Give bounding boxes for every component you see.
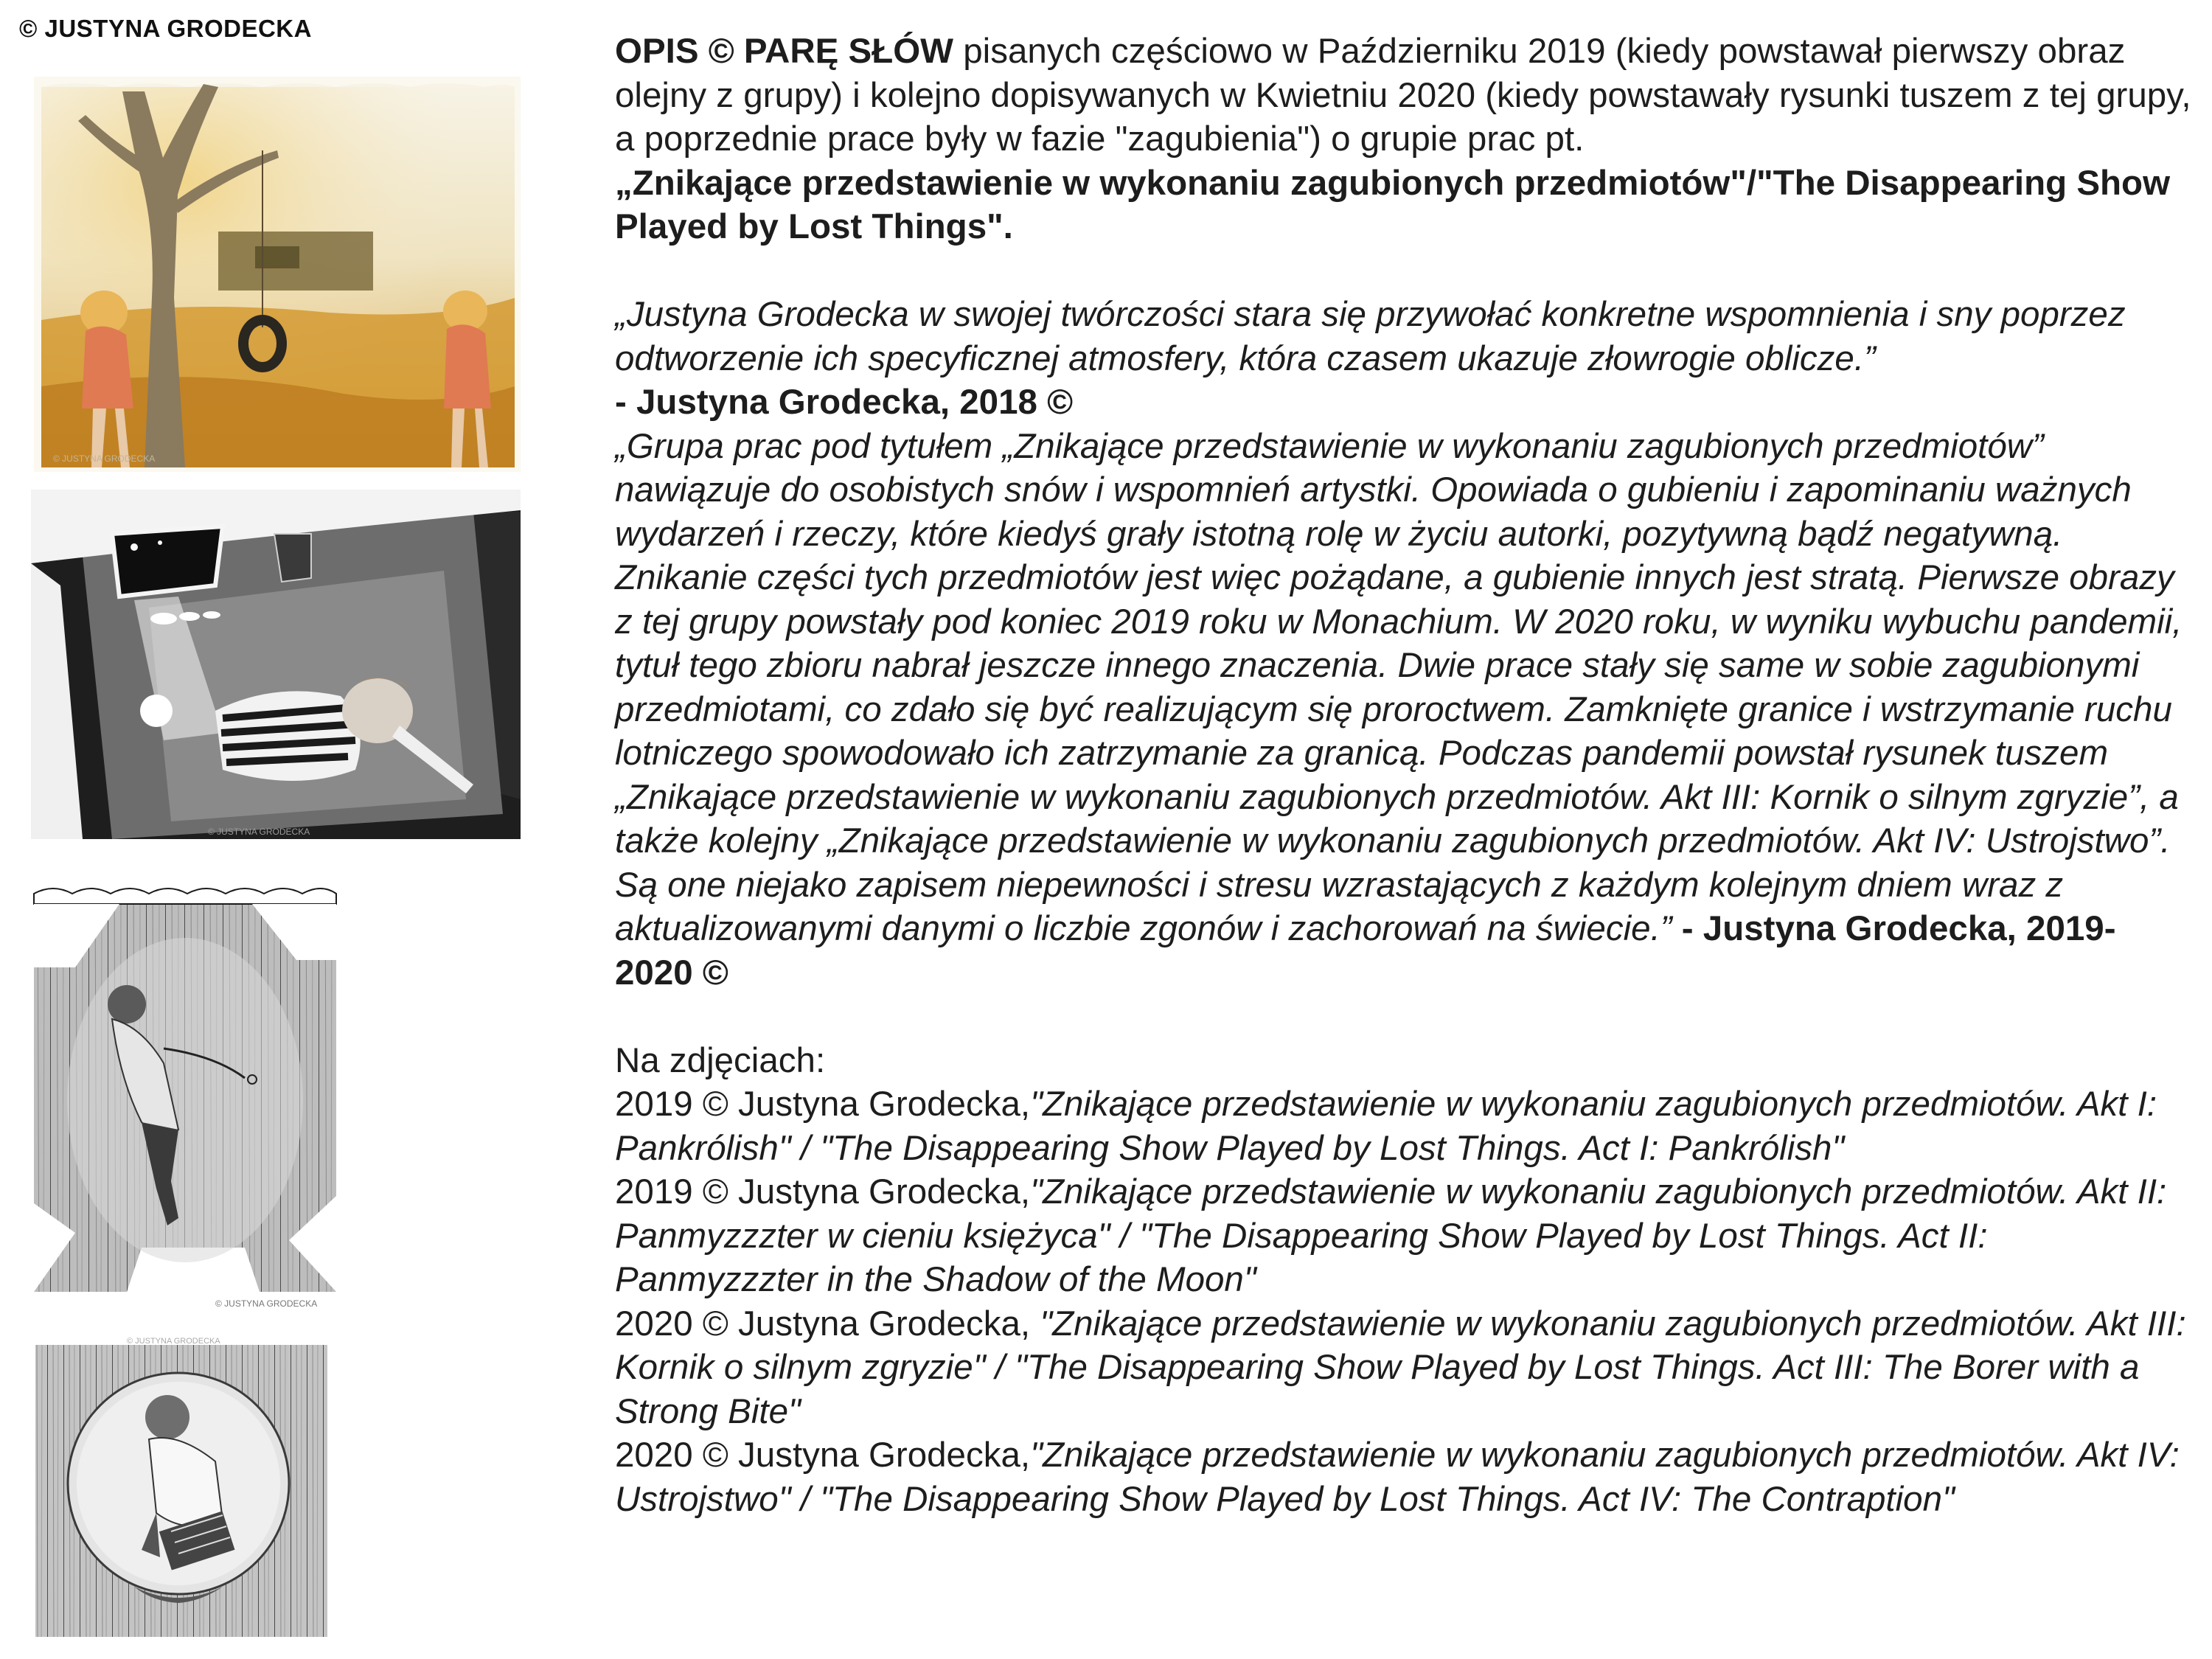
photo-caption-title: "Znikające przedstawienie w wykonaniu zagubionych przedmiotów. Akt IV: Ustrojstwo" / "The Disappearing Show Played by Lost Things. Act IV: The Contraption" [615, 1436, 2180, 1519]
photo-caption-4 [615, 1433, 2193, 1521]
artwork-watermark: © JUSTYNA GRODECKA [215, 1298, 318, 1309]
artwork-act-iii-image [31, 879, 339, 1311]
artwork-act-i-pankrolish [34, 77, 521, 472]
photo-caption-2 [615, 1170, 2193, 1302]
photo-caption-3 [615, 1302, 2193, 1434]
artwork-act-iv-ustrojstwo [31, 1336, 339, 1644]
artwork-act-iii-kornik [31, 879, 339, 1311]
photo-caption-prefix: 2019 © Justyna Grodecka, [615, 1085, 1031, 1124]
intro-lead-text: pisanych częściowo w Październiku 2019 (kiedy powstawał pierwszy obraz olejny z grupy) i kolejno dopisywanych w Kwietniu 2020 (kiedy powstawały rysunki tuszem z tej grupy, a poprzednie prace były w fazie "zagubienia") o grupie prac pt. [615, 32, 2191, 159]
quote-2018-attribution: - Justyna Grodecka, 2018 © [615, 383, 1074, 422]
series-title: „Znikające przedstawienie w wykonaniu zagubionych przedmiotów"/"The Disappearing Show Played by Lost Things". [615, 163, 2171, 246]
photos-heading: Na zdjęciach: [615, 1040, 826, 1080]
quote-2018-paragraph [615, 293, 2193, 995]
photo-caption-prefix: 2020 © Justyna Grodecka, [615, 1304, 1040, 1343]
artwork-act-iv-image [31, 1336, 339, 1644]
artwork-act-ii-image [31, 490, 521, 839]
artwork-act-ii-panmyzzzter [31, 490, 521, 839]
spacer [615, 995, 2193, 1039]
intro-lead-bold: OPIS © PARĘ SŁÓW [615, 32, 954, 71]
quote-2018-text: „Justyna Grodecka w swojej twórczości stara się przywołać konkretne wspomnienia i sny poprzez odtworzenie ich specyficznej atmosfery, która czasem ukazuje złowrogie oblicze.” [615, 295, 2126, 378]
photo-caption-1 [615, 1082, 2193, 1170]
photo-caption-title: "Znikające przedstawienie w wykonaniu zagubionych przedmiotów. Akt II: Panmyzzzter w cieniu księżyca" / "The Disappearing Show Played by Lost Things. Act II: Panmyzzzter in the Shadow of the Moon" [615, 1172, 2167, 1299]
photo-caption-prefix: 2020 © Justyna Grodecka, [615, 1436, 1031, 1475]
photo-caption-title: "Znikające przedstawienie w wykonaniu zagubionych przedmiotów. Akt I: Pankrólish" / "The Disappearing Show Played by Lost Things. Act I: Pankrólish" [615, 1085, 2157, 1168]
photo-caption-prefix: 2019 © Justyna Grodecka, [615, 1172, 1031, 1211]
page-copyright-header: © JUSTYNA GRODECKA [19, 15, 312, 42]
description-text-column [615, 29, 2193, 1521]
artwork-watermark: © JUSTYNA GRODECKA [53, 453, 156, 464]
artwork-watermark: © JUSTYNA GRODECKA [127, 1337, 220, 1346]
photo-caption-title: "Znikające przedstawienie w wykonaniu zagubionych przedmiotów. Akt III: Kornik o silnym zgryzie" / "The Disappearing Show Played by Lost Things. Act III: The Borer with a Strong Bite" [615, 1304, 2186, 1431]
artwork-act-i-image [34, 77, 521, 472]
spacer [615, 249, 2193, 293]
artwork-watermark: © JUSTYNA GRODECKA [208, 827, 310, 837]
quote-2019-2020-attribution: - Justyna Grodecka, 2019-2020 © [615, 909, 2116, 992]
quote-2019-2020-text: „Grupa prac pod tytułem „Znikające przedstawienie w wykonaniu zagubionych przedmiotów” nawiązuje do osobistych snów i wspomnień artystki. Opowiada o gubieniu i zapominaniu ważnych wydarzeń i rzeczy, które kiedyś grały istotną rolę w życiu autorki, pozytywną bądź negatywną. Znikanie części tych przedmiotów jest więc pożądane, a gubienie innych jest stratą. Pierwsze obrazy z tej grupy powstały pod koniec 2019 roku w Monachium. W 2020 roku, w wyniku wybuchu pandemii, tytuł tego zbioru nabrał jeszcze innego znaczenia. Dwie prace stały się same w sobie zagubionymi przedmiotami, co zdało się być realizującym się proroctwem. Zamknięte granice i wstrzymanie ruchu lotniczego spowodowało ich zatrzymanie za granicą. Podczas pandemii powstał rysunek tuszem „Znikające przedstawienie w wykonaniu zagubionych przedmiotów. Akt III: Kornik o silnym zgryzie”, a także kolejny „Znikające przedstawienie w wykonaniu zagubionych przedmiotów. Akt IV: Ustrojstwo”. Są one niejako zapisem niepewności i stresu wzrastających z każdym kolejnym dniem wraz z aktualizowanymi danymi o liczbie zgonów i zachorowań na świecie.” [615, 426, 2183, 948]
intro-paragraph [615, 29, 2193, 249]
photos-section [615, 1039, 2193, 1522]
